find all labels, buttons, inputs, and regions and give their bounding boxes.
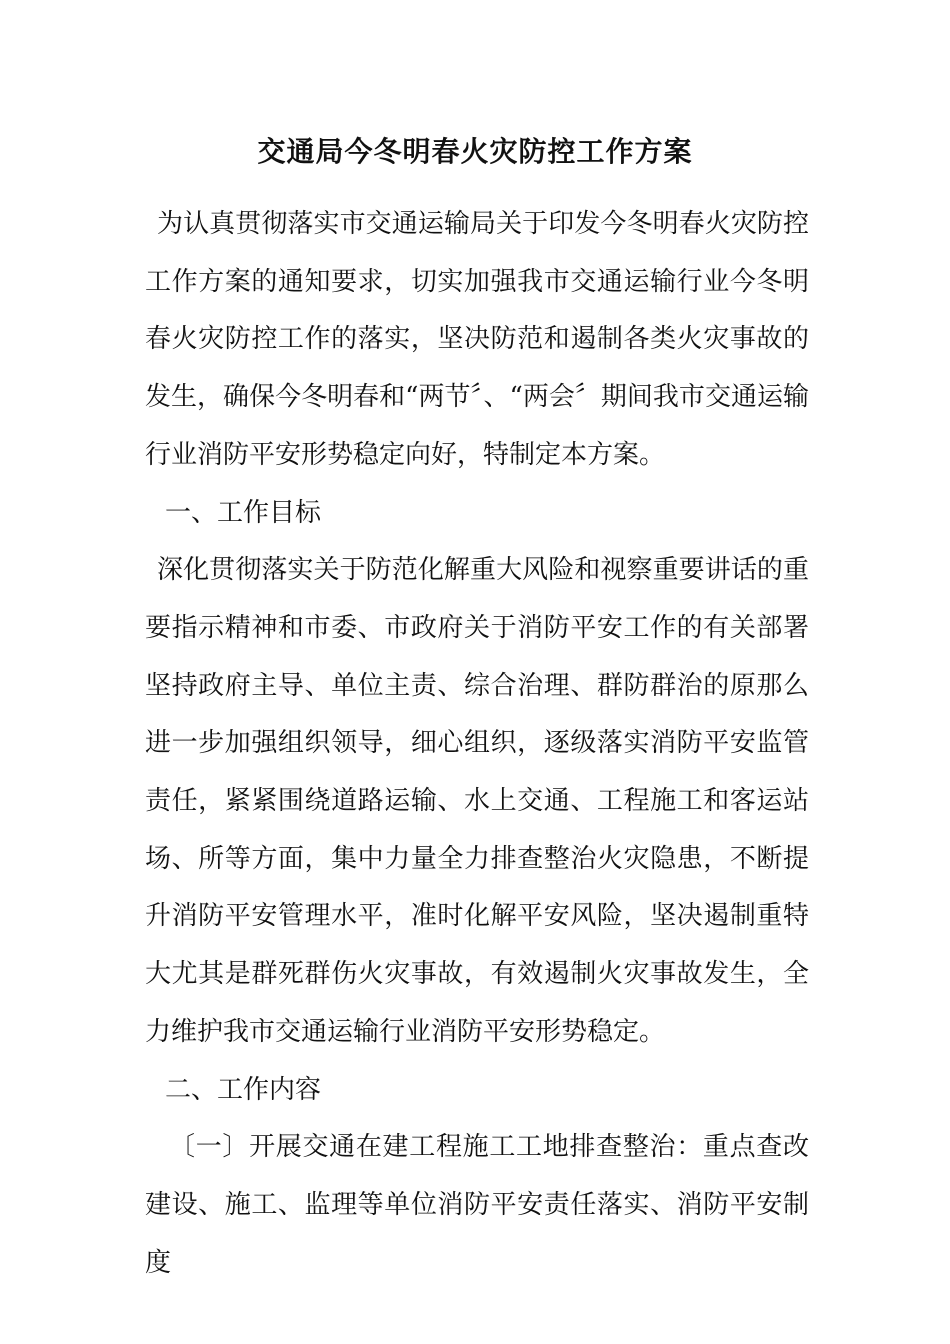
content-item-1: 〔一〕开展交通在建工程施工工地排查整治：重点查改建设、施工、监理等单位消防平安责任落实、消防平安制度 bbox=[145, 1132, 809, 1278]
goals-paragraph: 深化贯彻落实关于防范化解重大风险和视察重要讲话的重要指示精神和市委、市政府关于消防平安工作的有关部署坚持政府主导、单位主责、综合治理、群防群治的原那么进一步加强组织领导，细心组织，逐级落实消防平安监管责任，紧紧围绕道路运输、水上交通、工程施工和客运站场、所等方面，集中力量全力排查整治火灾隐患，不断提升消防平安管理水平，准时化解平安风险，坚决遏制重特大尤其是群死群伤火灾事故，有效遏制火灾事故发生，全力维护我市交通运输行业消防平安形势稳定。 bbox=[145, 555, 809, 1047]
section-heading-content: 二、工作内容 bbox=[165, 1074, 322, 1105]
document-title: 交通局今冬明春火灾防控工作方案 bbox=[257, 135, 693, 168]
document-body bbox=[145, 196, 809, 1292]
intro-paragraph: 为认真贯彻落实市交通运输局关于印发今冬明春火灾防控工作方案的通知要求，切实加强我市交通运输行业今冬明春火灾防控工作的落实，坚决防范和遏制各类火灾事故的发生，确保今冬明春和“两节〞、“两会〞期间我市交通运输行业消防平安形势稳定向好，特制定本方案。 bbox=[145, 209, 809, 470]
section-heading-goals: 一、工作目标 bbox=[165, 497, 322, 528]
